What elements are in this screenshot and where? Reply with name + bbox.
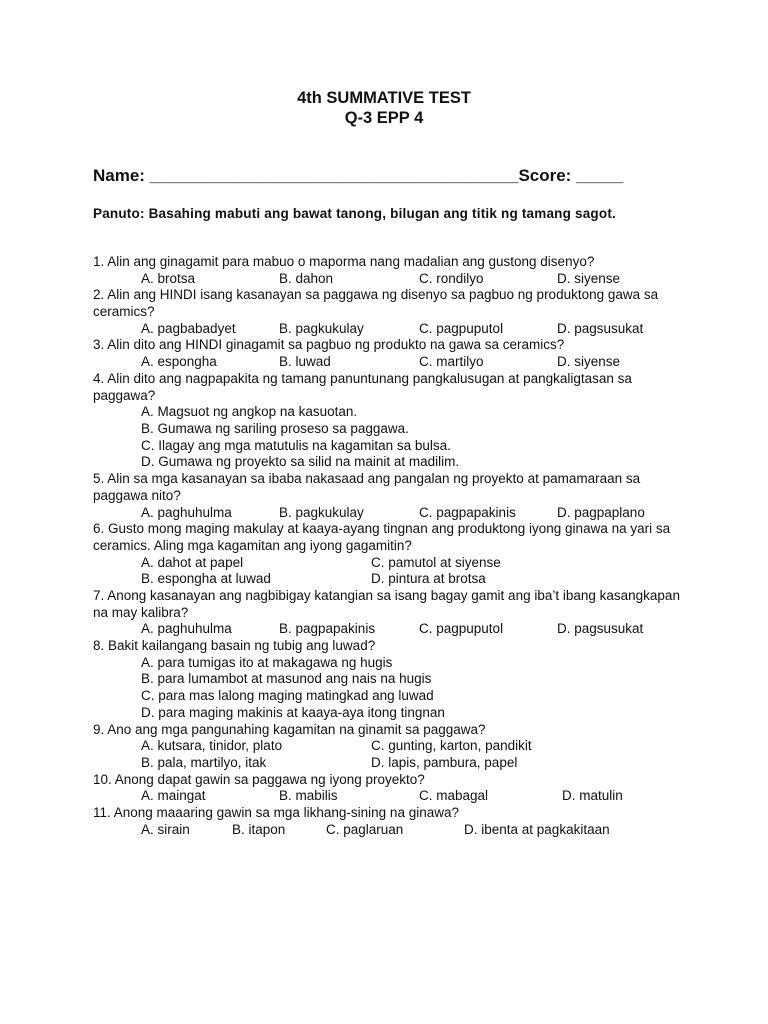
question-10-options — [93, 788, 683, 805]
option[interactable]: D. para maging makinis at kaaya-aya itong tingnan — [141, 704, 445, 720]
option[interactable]: C. gunting, karton, pandikit — [371, 738, 532, 754]
option[interactable]: B. pagkukulay — [279, 504, 364, 520]
option[interactable]: D. ibenta at pagkakitaan — [464, 821, 610, 837]
name-field[interactable]: _______________________________________ — [149, 166, 519, 185]
question-9-options-row2 — [93, 755, 683, 772]
question-11: 11. Anong maaaring gawin sa mga likhang-sining na ginawa? — [93, 805, 459, 821]
question-1-options — [93, 271, 683, 288]
option[interactable]: B. pagpapakinis — [279, 621, 376, 637]
option[interactable]: A. para tumigas ito at makagawa ng hugis — [141, 654, 393, 670]
option[interactable]: A. espongha — [141, 354, 217, 370]
option[interactable]: C. pagpuputol — [419, 320, 504, 336]
option[interactable]: C. para mas lalong maging matingkad ang luwad — [141, 688, 434, 704]
question-6: 6. Gusto mong maging makulay at kaaya-ayang tingnan ang produktong iyong ginawa na yari sa ceramics. Aling mga kagamitan ang iyong gagamitin? — [93, 521, 671, 553]
option[interactable]: A. dahot at papel — [141, 554, 244, 570]
option[interactable]: D. lapis, pambura, papel — [371, 754, 518, 770]
question-4: 4. Alin dito ang nagpapakita ng tamang panuntunang pangkalusugan at pangkaligtasan sa paggawa? — [93, 370, 632, 403]
page-subtitle: Q-3 EPP 4 — [344, 109, 424, 127]
question-list — [93, 254, 683, 838]
option[interactable]: A. sirain — [141, 821, 190, 837]
option[interactable]: B. para lumambot at masunod ang nais na hugis — [141, 671, 432, 687]
option[interactable]: B. pagkukulay — [279, 320, 364, 336]
option[interactable]: A. kutsara, tinidor, plato — [141, 738, 283, 754]
instructions: Panuto: Basahing mabuti ang bawat tanong, bilugan ang titik ng tamang sagot. — [93, 206, 616, 221]
option[interactable]: D. Gumawa ng proyekto sa silid na mainit at madilim. — [141, 454, 460, 470]
option[interactable]: A. brotsa — [141, 270, 196, 286]
question-3-options — [93, 354, 683, 371]
option[interactable]: A. paghuhulma — [141, 504, 232, 520]
option[interactable]: B. itapon — [232, 821, 286, 837]
score-field[interactable]: _____ — [576, 166, 624, 185]
question-9-options-row1 — [93, 738, 683, 755]
option[interactable]: B. dahon — [279, 270, 334, 286]
question-3: 3. Alin dito ang HINDI ginagamit sa pagbuo ng produkto na gawa sa ceramics? — [93, 337, 565, 353]
option[interactable]: A. pagbabadyet — [141, 320, 236, 336]
question-9: 9. Ano ang mga pangunahing kagamitan na ginamit sa paggawa? — [93, 721, 486, 737]
question-5: 5. Alin sa mga kasanayan sa ibaba nakasaad ang pangalan ng proyekto at pamamaraan sa paggawa nito? — [93, 471, 641, 503]
option[interactable]: B. Gumawa ng sariling proseso sa paggawa. — [141, 420, 409, 436]
option[interactable]: C. mabagal — [419, 788, 489, 804]
question-6-options-row1 — [93, 555, 683, 572]
score-label: Score: — [518, 166, 572, 185]
question-11-options — [93, 822, 683, 839]
option[interactable]: C. pamutol at siyense — [371, 554, 501, 570]
option[interactable]: C. paglaruan — [326, 821, 404, 837]
option[interactable]: A. paghuhulma — [141, 621, 232, 637]
option[interactable]: D. matulin — [562, 788, 623, 804]
option[interactable]: D. siyense — [557, 354, 621, 370]
option[interactable]: B. pala, martilyo, itak — [141, 754, 267, 770]
page-title: 4th SUMMATIVE TEST — [297, 89, 471, 107]
question-7: 7. Anong kasanayan ang nagbibigay katangian sa isang bagay gamit ang iba’t ibang kasangkapan na may kalibra? — [93, 587, 680, 620]
question-7-options — [93, 621, 683, 638]
option[interactable]: C. Ilagay ang mga matutulis na kagamitan sa bulsa. — [141, 437, 451, 453]
question-2-options — [93, 321, 683, 338]
option[interactable]: A. Magsuot ng angkop na kasuotan. — [141, 404, 358, 420]
option[interactable]: A. maingat — [141, 788, 206, 804]
option[interactable]: D. pagpaplano — [557, 504, 645, 520]
option[interactable]: D. pintura at brotsa — [371, 571, 486, 587]
option[interactable]: B. espongha at luwad — [141, 571, 271, 587]
option[interactable]: C. rondilyo — [419, 270, 484, 286]
option[interactable]: D. siyense — [557, 270, 621, 286]
question-8: 8. Bakit kailangang basain ng tubig ang luwad? — [93, 638, 376, 654]
option[interactable]: D. pagsusukat — [557, 621, 644, 637]
question-10: 10. Anong dapat gawin sa paggawa ng iyong proyekto? — [93, 771, 425, 787]
question-5-options — [93, 505, 683, 522]
option[interactable]: B. luwad — [279, 354, 331, 370]
option[interactable]: B. mabilis — [279, 788, 338, 804]
question-2: 2. Alin ang HINDI isang kasanayan sa paggawa ng disenyo sa pagbuo ng produktong gawa sa ceramics? — [93, 287, 659, 320]
name-score-line — [93, 165, 623, 187]
question-1: 1. Alin ang ginagamit para mabuo o maporma nang madalian ang gustong disenyo? — [93, 254, 595, 269]
name-label: Name: — [93, 166, 145, 185]
option[interactable]: C. martilyo — [419, 354, 484, 370]
option[interactable]: C. pagpuputol — [419, 621, 504, 637]
option[interactable]: D. pagsusukat — [557, 320, 644, 336]
question-6-options-row2 — [93, 571, 683, 588]
option[interactable]: C. pagpapakinis — [419, 504, 516, 520]
